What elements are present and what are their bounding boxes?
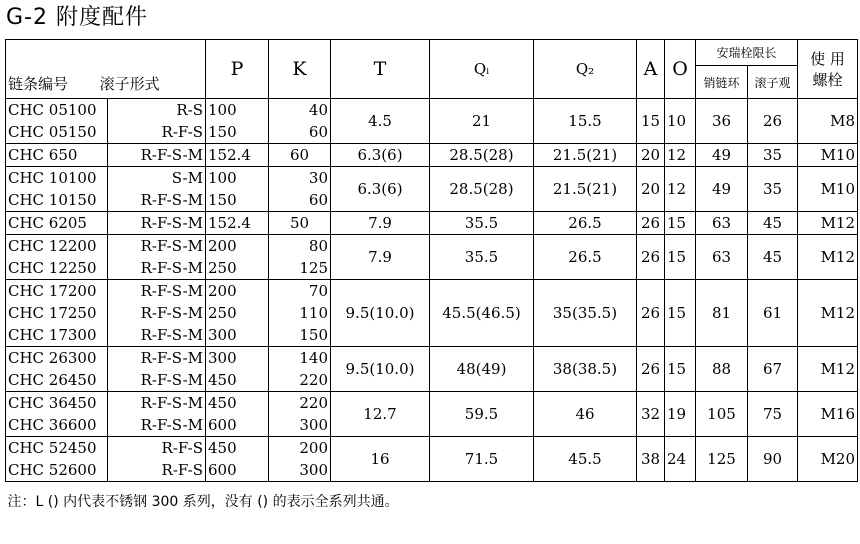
q2-cell: 15.5 [534, 99, 637, 144]
roller-form-cell-value: R-F-S-M [140, 282, 203, 300]
t-cell: 16 [331, 437, 430, 482]
chain-no-cell [6, 280, 108, 347]
table-row [6, 280, 858, 347]
a-cell: 26 [637, 212, 665, 235]
t-cell: 6.3(6) [331, 144, 430, 167]
roller-form-cell-value: R-F-S-M [140, 237, 203, 255]
roller-form-cell-value: R-F-S-M [140, 326, 203, 344]
table-row [6, 392, 858, 437]
a-cell: 26 [637, 235, 665, 280]
a-cell: 38 [637, 437, 665, 482]
q2-cell: 21.5(21) [534, 167, 637, 212]
table-row [6, 235, 858, 280]
k-cell [269, 347, 331, 392]
chain-no-cell-value: CHC 05150 [8, 123, 97, 141]
chain-no-cell-value: CHC 650 [8, 146, 78, 164]
roller-form-cell-value: R-F-S [161, 123, 203, 141]
roller-form-cell-value: R-F-S-M [140, 371, 203, 389]
chain-no-cell-value: CHC 36600 [8, 416, 97, 434]
header-p: P [206, 40, 269, 99]
roller-form-cell-value: R-F-S-M [140, 394, 203, 412]
roller-form-cell-value: R-F-S-M [140, 146, 203, 164]
p-cell-value: 300 [208, 349, 237, 367]
q1-cell: 35.5 [430, 235, 534, 280]
chain-no-cell-value: CHC 05100 [8, 101, 97, 119]
header-o: O [665, 40, 696, 99]
k-cell-value: 60 [289, 146, 310, 164]
roller-view-cell: 61 [748, 280, 798, 347]
pin-ring-cell: 105 [696, 392, 748, 437]
chain-no-cell-value: CHC 12250 [8, 259, 97, 277]
header-pin-ring: 销链环 [696, 66, 748, 99]
roller-form-cell-value: R-F-S [161, 439, 203, 457]
k-cell-value: 200 [299, 439, 328, 457]
chain-no-cell-value: CHC 10150 [8, 191, 97, 209]
bolt-cell: M20 [798, 437, 858, 482]
k-cell-value: 150 [299, 326, 328, 344]
chain-no-cell [6, 347, 108, 392]
q1-cell: 48(49) [430, 347, 534, 392]
roller-form-cell-value: R-F-S [161, 461, 203, 479]
p-cell-value: 100 [208, 101, 237, 119]
a-cell: 26 [637, 280, 665, 347]
table-row [6, 167, 858, 212]
o-cell: 15 [665, 280, 696, 347]
table-row [6, 347, 858, 392]
p-cell [206, 280, 269, 347]
roller-form-cell [108, 392, 206, 437]
p-cell-value: 300 [208, 326, 237, 344]
o-cell: 19 [665, 392, 696, 437]
page-title: G-2 附度配件 [6, 5, 148, 30]
header-q1: Qᵢ [430, 40, 534, 99]
roller-view-cell: 67 [748, 347, 798, 392]
header-chain-cell [6, 40, 206, 99]
chain-no-cell [6, 144, 108, 167]
q2-cell: 21.5(21) [534, 144, 637, 167]
chain-no-cell-value: CHC 6205 [8, 214, 87, 232]
bolt-cell: M12 [798, 347, 858, 392]
k-cell-value: 140 [299, 349, 328, 367]
roller-view-cell: 90 [748, 437, 798, 482]
o-cell: 15 [665, 347, 696, 392]
k-cell [269, 437, 331, 482]
k-cell-value: 220 [299, 394, 328, 412]
roller-form-cell [108, 437, 206, 482]
bolt-cell: M10 [798, 167, 858, 212]
header-q2: Q₂ [534, 40, 637, 99]
header-t: T [331, 40, 430, 99]
q1-cell: 28.5(28) [430, 144, 534, 167]
chain-no-cell [6, 212, 108, 235]
p-cell-value: 200 [208, 237, 237, 255]
t-cell: 4.5 [331, 99, 430, 144]
bolt-cell: M10 [798, 144, 858, 167]
chain-no-cell-value: CHC 26450 [8, 371, 97, 389]
k-cell-value: 40 [308, 101, 328, 119]
roller-form-cell [108, 212, 206, 235]
roller-view-cell: 75 [748, 392, 798, 437]
roller-form-cell [108, 99, 206, 144]
header-a: A [637, 40, 665, 99]
roller-form-cell-value: R-S [176, 101, 203, 119]
p-cell [206, 99, 269, 144]
roller-form-cell [108, 144, 206, 167]
roller-form-cell [108, 347, 206, 392]
roller-form-cell-value: S-M [171, 169, 203, 187]
q1-cell: 28.5(28) [430, 167, 534, 212]
chain-no-cell [6, 392, 108, 437]
chain-no-cell-value: CHC 17200 [8, 282, 97, 300]
q2-cell: 45.5 [534, 437, 637, 482]
roller-view-cell: 26 [748, 99, 798, 144]
q1-cell: 45.5(46.5) [430, 280, 534, 347]
chain-no-cell-value: CHC 36450 [8, 394, 97, 412]
k-cell [269, 392, 331, 437]
q2-cell: 38(38.5) [534, 347, 637, 392]
p-cell-value: 600 [208, 416, 237, 434]
p-cell [206, 347, 269, 392]
bolt-cell: M12 [798, 235, 858, 280]
t-cell: 7.9 [331, 235, 430, 280]
p-cell-value: 450 [208, 439, 237, 457]
roller-form-cell [108, 167, 206, 212]
header-roller-form: 滚子形式 [99, 75, 160, 93]
t-cell: 7.9 [331, 212, 430, 235]
q1-cell: 21 [430, 99, 534, 144]
a-cell: 20 [637, 144, 665, 167]
bolt-cell: M16 [798, 392, 858, 437]
t-cell: 9.5(10.0) [331, 280, 430, 347]
p-cell-value: 152.4 [208, 214, 251, 232]
roller-view-cell: 45 [748, 212, 798, 235]
k-cell-value: 50 [289, 214, 310, 232]
chain-no-cell-value: CHC 17250 [8, 304, 97, 322]
o-cell: 24 [665, 437, 696, 482]
pin-ring-cell: 49 [696, 167, 748, 212]
q2-cell: 35(35.5) [534, 280, 637, 347]
chain-no-cell [6, 99, 108, 144]
pin-ring-cell: 63 [696, 235, 748, 280]
o-cell: 15 [665, 212, 696, 235]
q2-cell: 26.5 [534, 235, 637, 280]
o-cell: 15 [665, 235, 696, 280]
q2-cell: 46 [534, 392, 637, 437]
t-cell: 6.3(6) [331, 167, 430, 212]
roller-form-cell [108, 280, 206, 347]
p-cell [206, 144, 269, 167]
t-cell: 12.7 [331, 392, 430, 437]
a-cell: 26 [637, 347, 665, 392]
spec-table [5, 39, 858, 511]
header-k: K [269, 40, 331, 99]
chain-no-cell-value: CHC 52450 [8, 439, 97, 457]
k-cell-value: 220 [299, 371, 328, 389]
pin-ring-cell: 63 [696, 212, 748, 235]
k-cell-value: 300 [299, 461, 328, 479]
pin-ring-cell: 36 [696, 99, 748, 144]
k-cell-value: 80 [308, 237, 328, 255]
table-row [6, 144, 858, 167]
roller-view-cell: 45 [748, 235, 798, 280]
k-cell-value: 125 [299, 259, 328, 277]
p-cell-value: 150 [208, 123, 237, 141]
table-row [6, 437, 858, 482]
chain-no-cell [6, 235, 108, 280]
k-cell [269, 280, 331, 347]
k-cell [269, 99, 331, 144]
q1-cell: 71.5 [430, 437, 534, 482]
pin-ring-cell: 49 [696, 144, 748, 167]
table-row [6, 212, 858, 235]
roller-form-cell-value: R-F-S-M [140, 416, 203, 434]
roller-form-cell-value: R-F-S-M [140, 349, 203, 367]
p-cell-value: 450 [208, 394, 237, 412]
o-cell: 10 [665, 99, 696, 144]
k-cell-value: 30 [308, 169, 328, 187]
table-row [6, 99, 858, 144]
p-cell-value: 250 [208, 259, 237, 277]
k-cell [269, 235, 331, 280]
roller-form-cell-value: R-F-S-M [140, 191, 203, 209]
chain-no-cell-value: CHC 26300 [8, 349, 97, 367]
footnote: 注：L () 内代表不锈钢 300 系列，没有 () 的表示全系列共通。 [6, 482, 858, 512]
a-cell: 32 [637, 392, 665, 437]
p-cell-value: 450 [208, 371, 237, 389]
a-cell: 15 [637, 99, 665, 144]
k-cell-value: 110 [299, 304, 328, 322]
chain-no-cell-value: CHC 52600 [8, 461, 97, 479]
p-cell-value: 250 [208, 304, 237, 322]
header-use-bolt-line2: 螺栓 [812, 71, 843, 89]
q2-cell: 26.5 [534, 212, 637, 235]
roller-form-cell [108, 235, 206, 280]
p-cell [206, 212, 269, 235]
o-cell: 12 [665, 144, 696, 167]
k-cell [269, 144, 331, 167]
roller-form-cell-value: R-F-S-M [140, 214, 203, 232]
q1-cell: 35.5 [430, 212, 534, 235]
p-cell [206, 167, 269, 212]
k-cell-value: 60 [308, 123, 328, 141]
roller-form-cell-value: R-F-S-M [140, 259, 203, 277]
chain-no-cell-value: CHC 17300 [8, 326, 97, 344]
p-cell-value: 600 [208, 461, 237, 479]
roller-form-cell-value: R-F-S-M [140, 304, 203, 322]
o-cell: 12 [665, 167, 696, 212]
chain-no-cell-value: CHC 10100 [8, 169, 97, 187]
k-cell-value: 60 [308, 191, 328, 209]
q1-cell: 59.5 [430, 392, 534, 437]
bolt-cell: M12 [798, 280, 858, 347]
header-use-bolt-line1: 使 用 [810, 50, 845, 68]
bolt-cell: M12 [798, 212, 858, 235]
pin-ring-cell: 125 [696, 437, 748, 482]
chain-no-cell-value: CHC 12200 [8, 237, 97, 255]
chain-no-cell [6, 167, 108, 212]
a-cell: 20 [637, 167, 665, 212]
p-cell-value: 150 [208, 191, 237, 209]
roller-view-cell: 35 [748, 167, 798, 212]
pin-ring-cell: 88 [696, 347, 748, 392]
k-cell [269, 212, 331, 235]
header-bolt-limit: 安瑞栓限长 [696, 40, 798, 66]
p-cell [206, 235, 269, 280]
chain-no-cell [6, 437, 108, 482]
roller-view-cell: 35 [748, 144, 798, 167]
p-cell-value: 200 [208, 282, 237, 300]
header-roller-view: 滚子观 [748, 66, 798, 99]
p-cell-value: 100 [208, 169, 237, 187]
k-cell-value: 300 [299, 416, 328, 434]
p-cell [206, 392, 269, 437]
t-cell: 9.5(10.0) [331, 347, 430, 392]
header-chain-no: 链条编号 [8, 75, 69, 93]
bolt-cell: M8 [798, 99, 858, 144]
k-cell [269, 167, 331, 212]
p-cell [206, 437, 269, 482]
k-cell-value: 70 [308, 282, 328, 300]
p-cell-value: 152.4 [208, 146, 251, 164]
note-row [6, 482, 858, 512]
pin-ring-cell: 81 [696, 280, 748, 347]
header-use-bolt [798, 40, 858, 99]
